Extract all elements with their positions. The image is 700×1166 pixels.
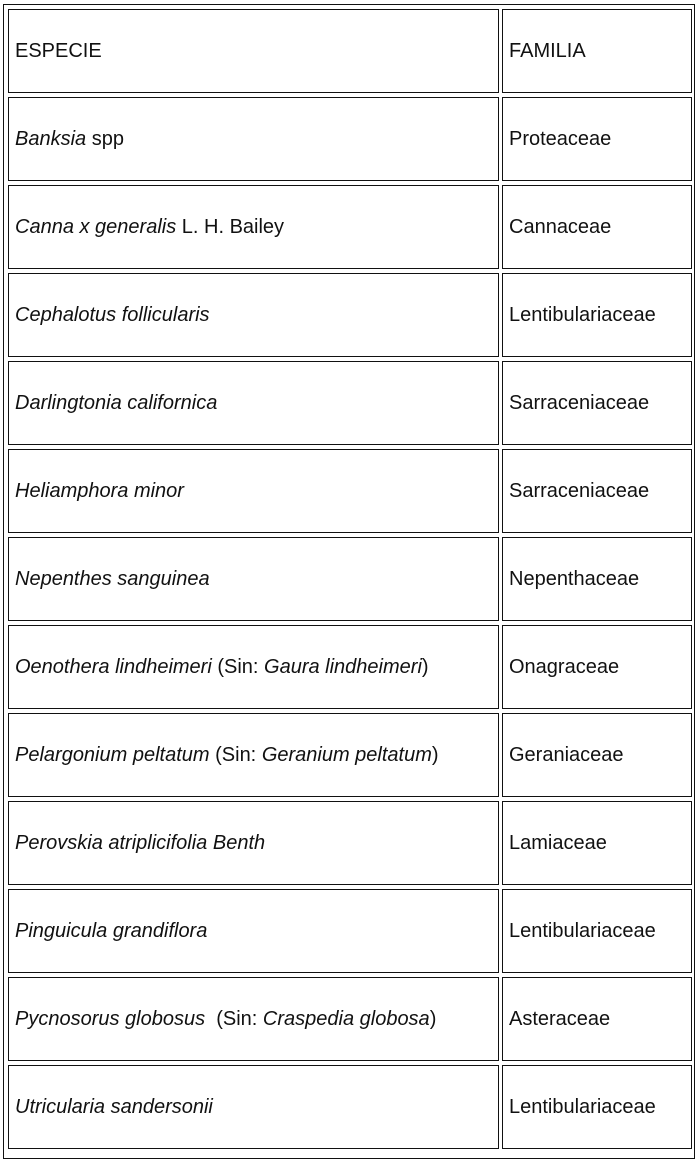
especie-cell	[8, 625, 499, 709]
species-table	[3, 4, 695, 1159]
especie-cell	[8, 1065, 499, 1149]
especie-cell	[8, 801, 499, 885]
table-row	[4, 977, 694, 1061]
especie-text: (Sin:	[209, 743, 262, 766]
especie-cell	[8, 97, 499, 181]
familia-cell: Proteaceae	[502, 97, 692, 181]
especie-text: )	[421, 655, 429, 678]
especie-name-italic: Nepenthes sanguinea	[15, 567, 210, 590]
familia-cell: Cannaceae	[502, 185, 692, 269]
especie-name-italic: Pinguicula grandiflora	[15, 919, 208, 942]
especie-cell	[8, 273, 499, 357]
especie-name-italic: Canna x generalis	[15, 215, 177, 238]
header-familia: FAMILIA	[502, 9, 692, 93]
especie-name-italic: Cephalotus follicularis	[15, 303, 210, 326]
familia-cell: Geraniaceae	[502, 713, 692, 797]
familia-cell: Lentibulariaceae	[502, 1065, 692, 1149]
table-row	[4, 801, 694, 885]
familia-cell: Sarraceniaceae	[502, 361, 692, 445]
familia-cell: Asteraceae	[502, 977, 692, 1061]
especie-name-italic: Pelargonium peltatum	[15, 743, 210, 766]
table-row	[4, 273, 694, 357]
especie-name-italic: Pycnosorus globosus	[15, 1007, 206, 1030]
especie-text: (Sin:	[205, 1007, 263, 1030]
especie-name-italic: Gaura lindheimeri	[264, 655, 422, 678]
table-row	[4, 713, 694, 797]
especie-cell	[8, 889, 499, 973]
especie-cell	[8, 537, 499, 621]
especie-cell	[8, 185, 499, 269]
especie-name-italic: Craspedia globosa	[262, 1007, 430, 1030]
table-row	[4, 1065, 694, 1149]
header-especie: ESPECIE	[8, 9, 499, 93]
especie-text: )	[431, 743, 439, 766]
familia-cell: Onagraceae	[502, 625, 692, 709]
table-row	[4, 625, 694, 709]
familia-cell: Nepenthaceae	[502, 537, 692, 621]
familia-cell: Lamiaceae	[502, 801, 692, 885]
especie-text: (Sin:	[211, 655, 265, 678]
especie-cell	[8, 713, 499, 797]
especie-text: )	[429, 1007, 437, 1030]
especie-name-italic: Darlingtonia californica	[15, 391, 218, 414]
especie-cell	[8, 977, 499, 1061]
header-row	[4, 9, 694, 93]
table-row	[4, 97, 694, 181]
especie-text: spp	[86, 127, 124, 150]
especie-cell	[8, 361, 499, 445]
especie-name-italic: Perovskia atriplicifolia Benth	[15, 831, 266, 854]
especie-name-italic: Banksia	[15, 127, 87, 150]
familia-cell: Lentibulariaceae	[502, 889, 692, 973]
familia-cell: Lentibulariaceae	[502, 273, 692, 357]
especie-text: L. H. Bailey	[176, 215, 285, 238]
especie-name-italic: Oenothera lindheimeri	[15, 655, 212, 678]
table-row	[4, 889, 694, 973]
familia-cell: Sarraceniaceae	[502, 449, 692, 533]
table-row	[4, 449, 694, 533]
table-row	[4, 537, 694, 621]
table-row	[4, 361, 694, 445]
especie-cell	[8, 449, 499, 533]
especie-name-italic: Heliamphora minor	[15, 479, 184, 502]
table-row	[4, 185, 694, 269]
especie-name-italic: Geranium peltatum	[261, 743, 432, 766]
especie-name-italic: Utricularia sandersonii	[15, 1095, 213, 1118]
